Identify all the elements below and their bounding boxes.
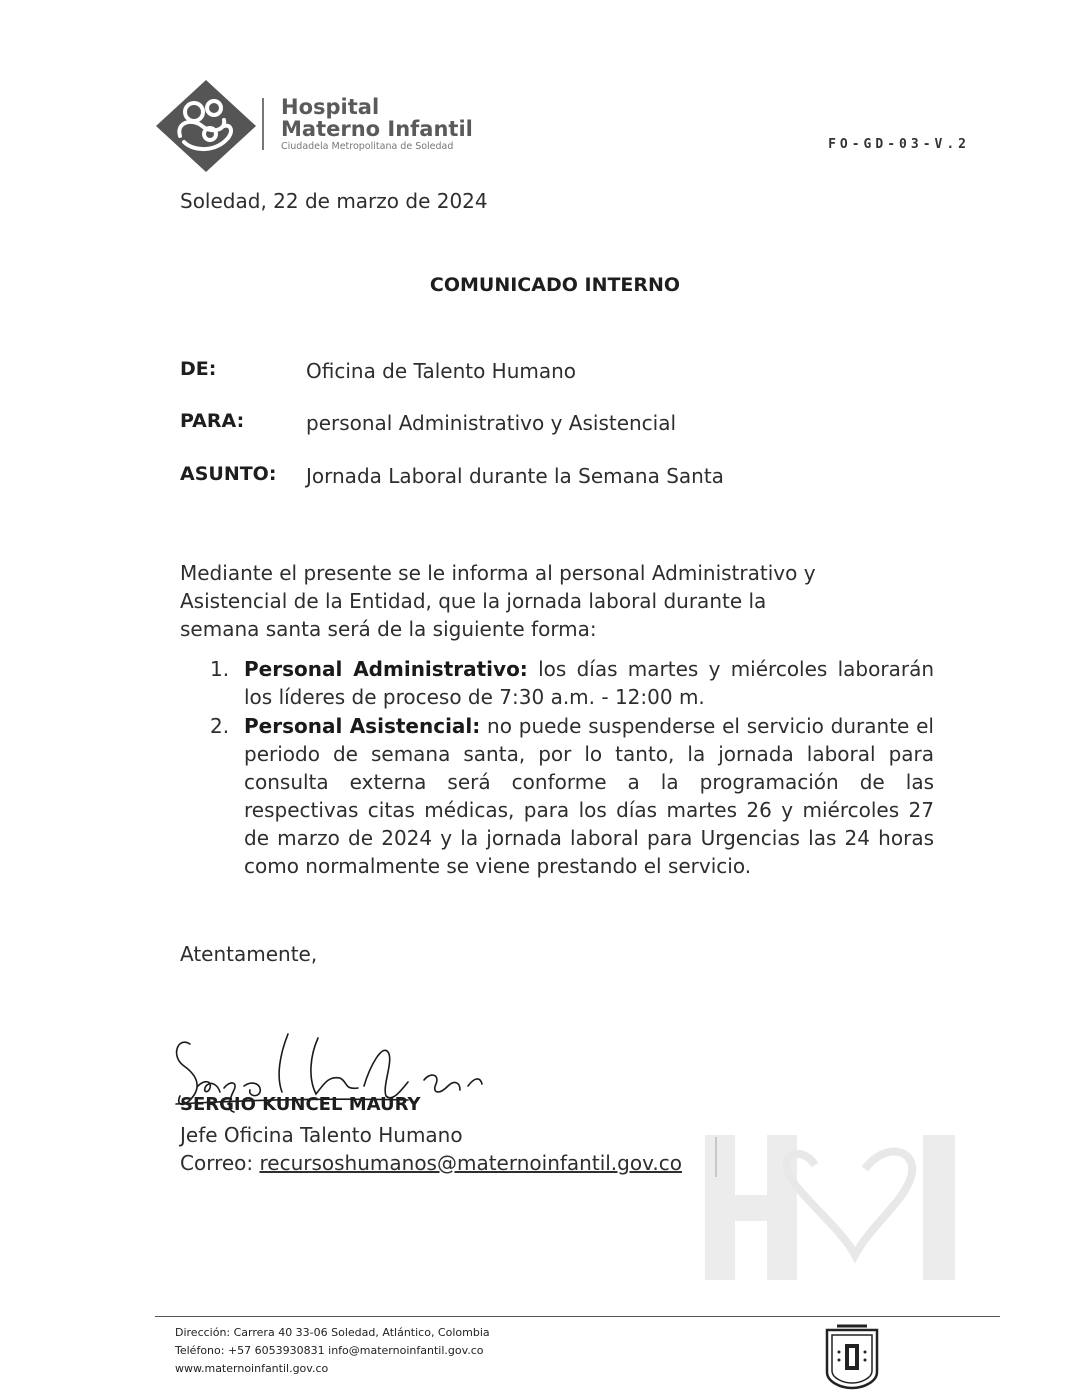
closing-salutation: Atentamente,	[180, 942, 318, 966]
hmi-watermark	[705, 1125, 960, 1285]
list-item-text: no puede suspenderse el servicio durante el periodo de semana santa, por lo tanto, la jornada laboral para consulta externa será conforme a la programación de las respectivas citas médicas, para los días martes 26 y miércoles 27 de marzo de 2024 y la jornada laboral para Urgencias las 24 horas como normalmente se viene prestando el servicio.	[244, 714, 934, 878]
list-item-title: Personal Administrativo:	[244, 657, 528, 681]
intro-paragraph: Mediante el presente se le informa al personal Administrativo y Asistencial de la Entidad, que la jornada laboral durante la semana santa será de la siguiente forma:	[180, 561, 816, 641]
subject-value: Jornada Laboral durante la Semana Santa	[306, 464, 724, 488]
list-item-text: los días martes y miércoles laborarán los líderes de proceso de 7:30 a.m. - 12:00 m.	[244, 657, 934, 709]
footer-divider	[155, 1316, 1000, 1317]
hospital-logo-icon	[154, 78, 258, 174]
footer-phone: Teléfono: +57 6053930831 info@maternoinfantil.gov.co	[175, 1344, 484, 1357]
logo-separator	[262, 98, 264, 150]
to-label: PARA:	[180, 410, 245, 432]
footer-address: Dirección: Carrera 40 33-06 Soledad, Atlántico, Colombia	[175, 1326, 490, 1339]
date-line: Soledad, 22 de marzo de 2024	[180, 189, 488, 213]
institution-seal-icon	[823, 1322, 881, 1390]
list-item-content	[244, 712, 934, 880]
list-item-title: Personal Asistencial:	[244, 714, 481, 738]
list-item-number: 2.	[210, 714, 230, 738]
footer-website: www.maternoinfantil.gov.co	[175, 1362, 329, 1375]
signer-email-row	[180, 1149, 682, 1177]
subject-label: ASUNTO:	[180, 463, 277, 485]
logo-title-materno-infantil: Materno Infantil	[281, 117, 473, 141]
to-value: personal Administrativo y Asistencial	[306, 411, 677, 435]
signer-name: SERGIO KUNCEL MAURY	[180, 1094, 421, 1115]
logo-subtitle: Ciudadela Metropolitana de Soledad	[281, 141, 454, 152]
list-item-number: 1.	[210, 657, 230, 681]
document-code: FO-GD-03-V.2	[828, 137, 970, 152]
email-label: Correo:	[180, 1151, 260, 1175]
list-item-content	[244, 655, 934, 711]
from-label: DE:	[180, 358, 217, 380]
list-item	[210, 655, 935, 715]
from-value: Oficina de Talento Humano	[306, 359, 577, 383]
document-heading: COMUNICADO INTERNO	[429, 274, 681, 296]
logo-title-hospital: Hospital	[281, 95, 380, 119]
signer-role: Jefe Oficina Talento Humano	[180, 1123, 463, 1147]
email-link[interactable]: recursoshumanos@maternoinfantil.gov.co	[259, 1151, 682, 1175]
list-item	[210, 712, 935, 892]
